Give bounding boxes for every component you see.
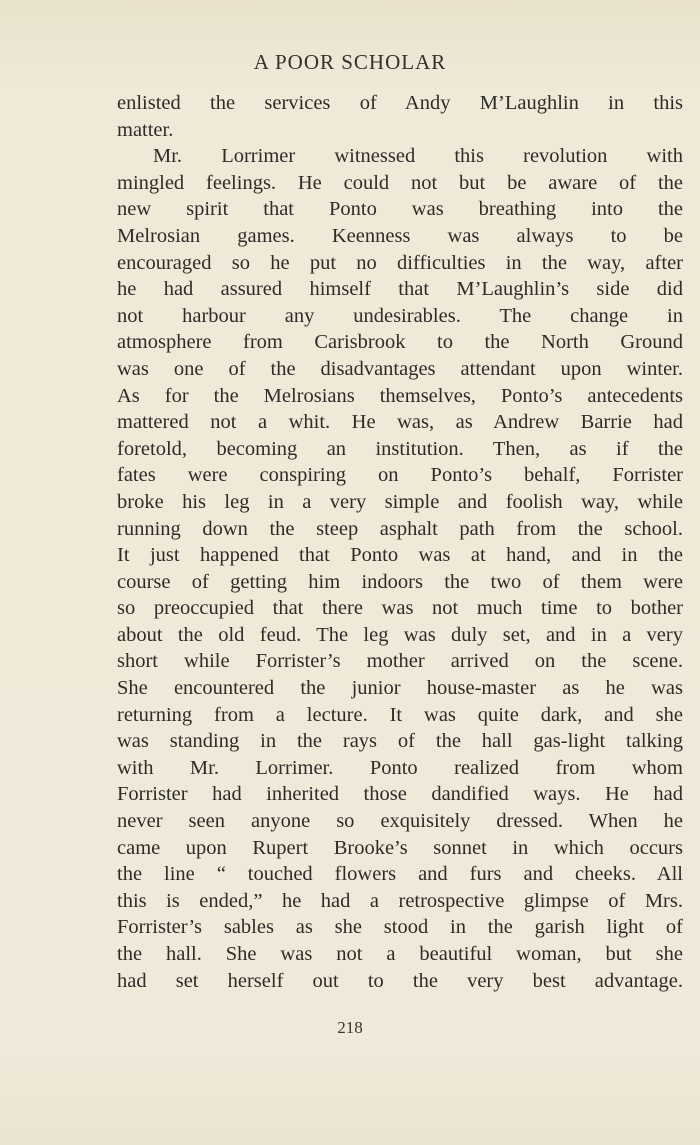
text-line: mingled feelings. He could not but be aware of the (117, 171, 683, 194)
text-line: broke his leg in a very simple and foolish way, while (117, 490, 683, 513)
text-line: he had assured himself that M’Laughlin’s side did (117, 278, 683, 301)
text-line: It just happened that Ponto was at hand, and in the (117, 544, 683, 567)
text-line: She encountered the junior house-master as he was (117, 677, 683, 700)
text-line: running down the steep asphalt path from the school. (117, 517, 683, 540)
text-line: encouraged so he put no difficulties in the way, after (117, 251, 683, 274)
text-line: was one of the disadvantages attendant upon winter. (117, 357, 683, 380)
text-line: new spirit that Ponto was breathing into the (117, 198, 683, 221)
text-line: was standing in the rays of the hall gas-light talking (117, 730, 683, 753)
text-line: the hall. She was not a beautiful woman, but she (117, 943, 683, 965)
text-line: As for the Melrosians themselves, Ponto’s antecedents (117, 384, 683, 407)
text-line: atmosphere from Carisbrook to the North Ground (117, 331, 683, 354)
text-line: about the old feud. The leg was duly set, and in a very (117, 623, 683, 646)
text-line: course of getting him indoors the two of them were (117, 570, 683, 593)
text-line: this is ended,” he had a retrospective glimpse of Mrs. (117, 889, 683, 912)
text-line: came upon Rupert Brooke’s sonnet in which occurs (117, 836, 683, 859)
text-line: the line “ touched flowers and furs and cheeks. All (117, 863, 683, 886)
text-line: not harbour any undesirables. The change in (117, 304, 683, 327)
text-line: mattered not a whit. He was, as Andrew Barrie had (117, 411, 683, 434)
text-line: matter. (117, 118, 174, 141)
text-line: Mr. Lorrimer witnessed this revolution with (153, 145, 683, 168)
text-line: never seen anyone so exquisitely dressed. When he (117, 810, 683, 833)
text-line: so preoccupied that there was not much time to bother (117, 597, 683, 620)
text-line: Forrister had inherited those dandified ways. He had (117, 783, 683, 806)
text-line: Melrosian games. Keenness was always to be (117, 224, 683, 247)
text-line: short while Forrister’s mother arrived on the scene. (117, 650, 683, 673)
text-line: enlisted the services of Andy M’Laughlin in this (117, 92, 683, 114)
text-line: returning from a lecture. It was quite dark, and she (117, 703, 683, 726)
text-line: had set herself out to the very best advantage. (117, 969, 683, 992)
text-line: with Mr. Lorrimer. Ponto realized from whom (117, 756, 683, 779)
running-head: A POOR SCHOLAR (253, 50, 447, 74)
text-line: Forrister’s sables as she stood in the garish light of (117, 916, 683, 939)
text-line: foretold, becoming an institution. Then, as if the (117, 437, 683, 460)
page-number: 218 (337, 1018, 363, 1037)
body-text (117, 90, 683, 994)
text-line: fates were conspiring on Ponto’s behalf, Forrister (117, 464, 683, 487)
